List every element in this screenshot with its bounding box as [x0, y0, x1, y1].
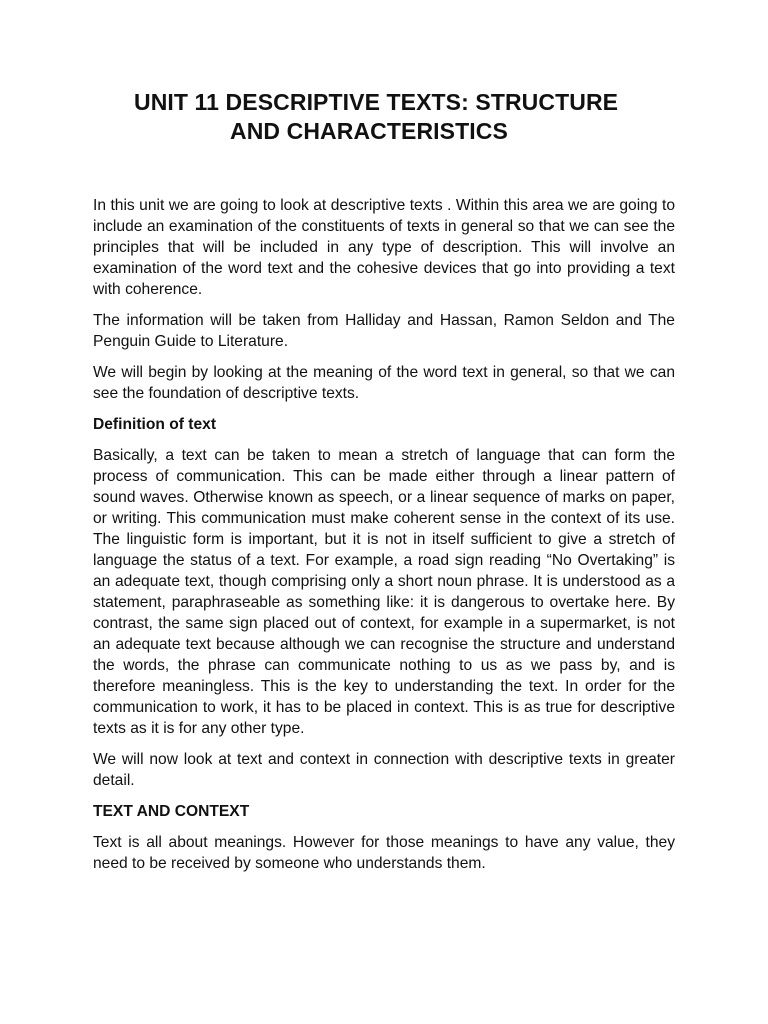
section-heading-definition: Definition of text	[93, 416, 217, 433]
definition-paragraph: Basically, a text can be taken to mean a stretch of language that can form the process of communication. This can be made either through a linear pattern of sound waves. Otherwise known as speech, or a linear sequence of marks on paper, or writing. This communication must make coherent sense in the context of its use. The linguistic form is important, but it is not in itself sufficient to give a stretch of language the status of a text. For example, a road sign reading “No Overtaking” is an adequate text, though comprising only a short noun phrase. It is understood as a statement, paraphraseable as something like: it is dangerous to overtake here. By contrast, the same sign placed out of context, for example in a supermarket, is not an adequate text because although we can recognise the structure and understand the words, the phrase can communicate nothing to us as we pass by, and is therefore meaningless. This is the key to understanding the text. In order for the communication to work, it has to be placed in context. This is as true for descriptive texts as it is for any other type.	[93, 447, 675, 737]
sources-paragraph: The information will be taken from Halliday and Hassan, Ramon Seldon and The Penguin Guide to Literature.	[93, 312, 675, 350]
intro-paragraph: In this unit we are going to look at descriptive texts . Within this area we are going to include an examination of the constituents of texts in general so that we can see the principles that will be included in any type of description. This will involve an examination of the word text and the cohesive devices that go into providing a text with coherence.	[93, 197, 675, 298]
context-paragraph: Text is all about meanings. However for those meanings to have any value, they need to be received by someone who understands them.	[93, 834, 675, 872]
document-page	[93, 88, 675, 884]
document-body	[93, 195, 675, 874]
title-line-2: AND CHARACTERISTICS	[230, 118, 508, 144]
title-line-1: UNIT 11 DESCRIPTIVE TEXTS: STRUCTURE	[134, 89, 619, 115]
section-heading-text-context: TEXT AND CONTEXT	[93, 803, 250, 820]
transition-paragraph: We will now look at text and context in connection with descriptive texts in greater detail.	[93, 751, 675, 789]
document-title	[93, 88, 675, 146]
overview-paragraph: We will begin by looking at the meaning of the word text in general, so that we can see the foundation of descriptive texts.	[93, 364, 675, 402]
